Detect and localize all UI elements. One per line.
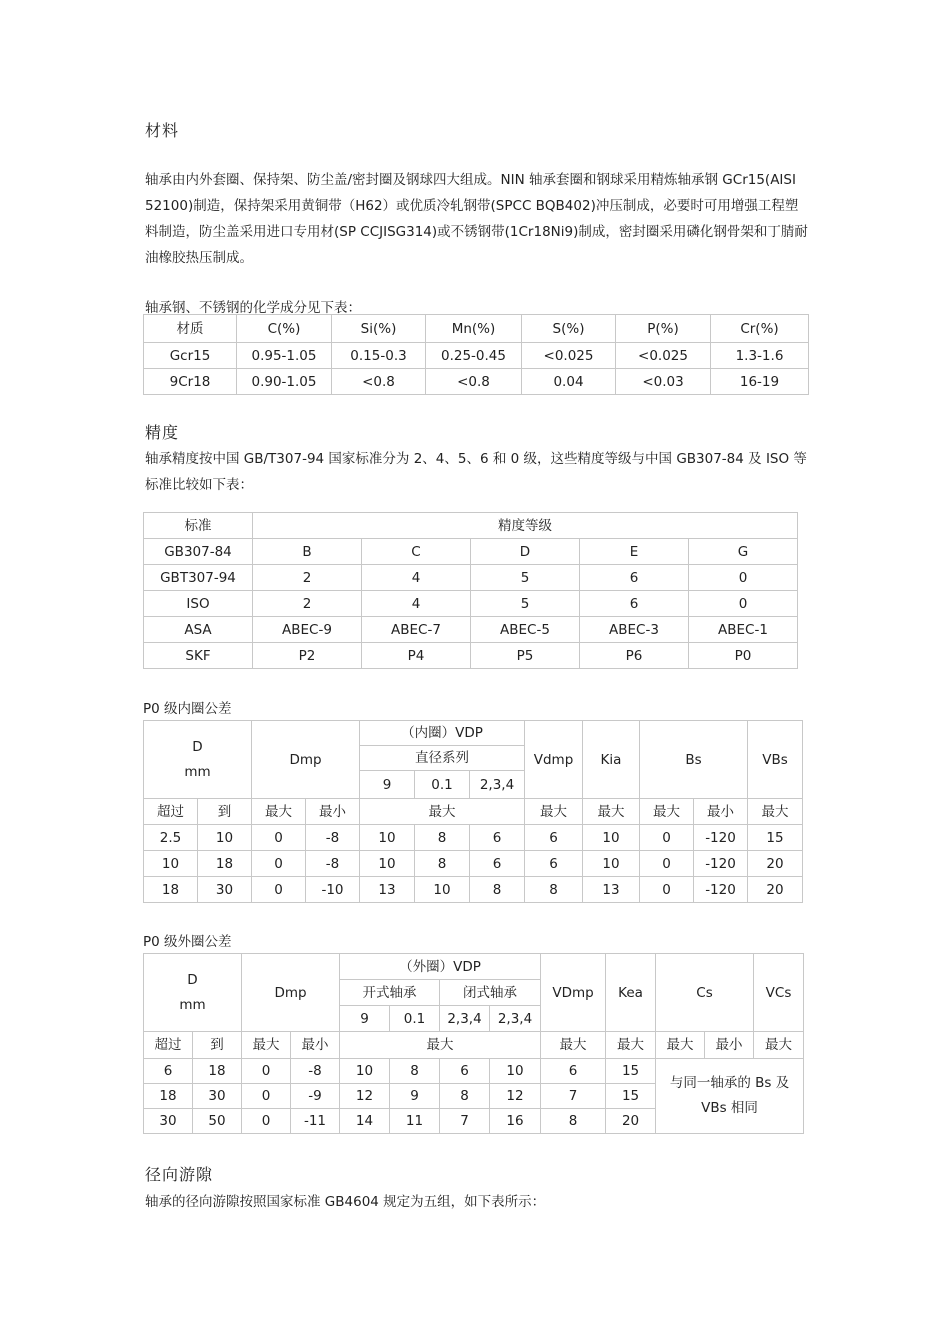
table-cell: 18 [193, 1059, 242, 1084]
header-cell: P(%) [616, 315, 711, 343]
header-cell: 最大 [340, 1032, 541, 1059]
table-cell: P4 [362, 643, 471, 669]
header-cell: Dmp [252, 721, 360, 799]
table-cell: <0.025 [522, 343, 616, 369]
table-cell: -8 [291, 1059, 340, 1084]
table-cell: 0 [252, 851, 306, 877]
table-cell: 18 [144, 877, 198, 903]
header-cell: 直径系列 [360, 746, 525, 771]
table-row [144, 539, 798, 565]
header-cell: 最小 [705, 1032, 754, 1059]
header-cell-d [144, 954, 242, 1032]
outer-ring-caption: P0 级外圈公差 [143, 934, 232, 950]
table-cell: 6 [525, 851, 583, 877]
table-cell: 4 [362, 565, 471, 591]
header-cell: Kia [583, 721, 640, 799]
table-cell: 16-19 [711, 369, 809, 395]
table-cell: -9 [291, 1084, 340, 1109]
table-cell: SKF [144, 643, 253, 669]
table-cell: ABEC-9 [253, 617, 362, 643]
header-cell: 9 [340, 1006, 390, 1032]
table-cell: -8 [306, 851, 360, 877]
header-cell: 超过 [144, 1032, 193, 1059]
table-cell: 15 [748, 825, 803, 851]
header-cell: 0.1 [415, 771, 470, 799]
header-cell: 开式轴承 [340, 980, 440, 1006]
header-cell: 0.1 [390, 1006, 440, 1032]
table-cell: 15 [606, 1084, 656, 1109]
header-cell: 最大 [583, 799, 640, 825]
table-cell: P2 [253, 643, 362, 669]
inner-ring-tolerance-table [143, 720, 803, 903]
table-cell: 18 [144, 1084, 193, 1109]
chem-table-caption: 轴承钢、不锈钢的化学成分见下表： [145, 300, 361, 316]
table-header-row [144, 315, 809, 343]
radial-clearance-paragraph: 轴承的径向游隙按照国家标准 GB4604 规定为五组，如下表所示： [145, 1194, 546, 1210]
table-cell: 10 [583, 825, 640, 851]
table-cell: 6 [525, 825, 583, 851]
table-cell: 6 [440, 1059, 490, 1084]
table-cell: 13 [360, 877, 415, 903]
inner-ring-caption: P0 级内圈公差 [143, 701, 232, 717]
table-cell: 9Cr18 [144, 369, 237, 395]
table-cell: 10 [360, 851, 415, 877]
table-cell: GBT307-94 [144, 565, 253, 591]
table-cell: GB307-84 [144, 539, 253, 565]
table-cell: 2.5 [144, 825, 198, 851]
section-title-precision: 精度 [145, 423, 180, 442]
table-cell: 0 [252, 877, 306, 903]
header-cell: 9 [360, 771, 415, 799]
header-cell: 最大 [748, 799, 803, 825]
table-cell: 8 [541, 1109, 606, 1134]
table-cell: 5 [471, 565, 580, 591]
table-cell: 6 [580, 591, 689, 617]
table-cell: 6 [470, 851, 525, 877]
table-cell: 0 [242, 1059, 291, 1084]
header-cell: 最大 [754, 1032, 804, 1059]
header-cell: 精度等级 [253, 513, 798, 539]
header-cell: Mn(%) [426, 315, 522, 343]
table-cell: 8 [390, 1059, 440, 1084]
header-cell: 2,3,4 [490, 1006, 541, 1032]
section-title-material: 材料 [145, 121, 180, 140]
table-cell: 5 [471, 591, 580, 617]
table-cell: 13 [583, 877, 640, 903]
table-header-row [144, 721, 803, 746]
table-row [144, 617, 798, 643]
table-cell: 10 [490, 1059, 541, 1084]
table-cell: 6 [470, 825, 525, 851]
table-cell: 0.95-1.05 [237, 343, 332, 369]
table-cell: -120 [694, 877, 748, 903]
table-cell: 10 [360, 825, 415, 851]
header-cell: 最小 [694, 799, 748, 825]
table-cell: 12 [490, 1084, 541, 1109]
table-row [144, 591, 798, 617]
table-cell: ASA [144, 617, 253, 643]
header-cell: 闭式轴承 [440, 980, 541, 1006]
table-cell: ABEC-1 [689, 617, 798, 643]
header-cell: 最大 [252, 799, 306, 825]
table-cell: 0.25-0.45 [426, 343, 522, 369]
outer-ring-tolerance-table [143, 953, 804, 1134]
table-cell: 12 [340, 1084, 390, 1109]
table-row [144, 343, 809, 369]
header-cell: Cr(%) [711, 315, 809, 343]
table-cell: 18 [198, 851, 252, 877]
mm-label: mm [179, 997, 206, 1013]
table-cell: D [471, 539, 580, 565]
header-cell: VCs [754, 954, 804, 1032]
precision-grade-table [143, 512, 798, 669]
table-cell: 0 [252, 825, 306, 851]
table-cell: 20 [748, 851, 803, 877]
header-cell: 到 [198, 799, 252, 825]
header-cell: 2,3,4 [470, 771, 525, 799]
header-cell: 最小 [306, 799, 360, 825]
table-cell: 0 [640, 851, 694, 877]
header-cell: Cs [656, 954, 754, 1032]
table-cell: 10 [583, 851, 640, 877]
material-paragraph: 轴承由内外套圈、保持架、防尘盖/密封圈及钢球四大组成。NIN 轴承套圈和钢球采用精炼轴承钢 GCr15(AISI 52100)制造，保持架采用黄铜带（H62）或优质冷轧钢带(SPCC BQB402)冲压制成，必要时可用增强工程塑料制造，防尘盖采用进口专用材(SP CCJISG314)或不锈钢带(1Cr18Ni9)制成，密封圈采用磷化钢骨架和丁腈耐油橡胶热压制成。 [145, 172, 808, 266]
chemical-composition-table [143, 314, 809, 395]
table-cell: 8 [440, 1084, 490, 1109]
section-title-radial-clearance: 径向游隙 [145, 1165, 214, 1184]
table-cell: 0 [689, 591, 798, 617]
table-row [144, 825, 803, 851]
d-label: D [192, 739, 203, 755]
header-cell: C(%) [237, 315, 332, 343]
header-cell: 最大 [360, 799, 525, 825]
header-cell: 标准 [144, 513, 253, 539]
table-cell: E [580, 539, 689, 565]
table-cell: P6 [580, 643, 689, 669]
table-cell: -10 [306, 877, 360, 903]
table-cell: G [689, 539, 798, 565]
header-cell: VDmp [541, 954, 606, 1032]
table-cell: 10 [144, 851, 198, 877]
table-cell: B [253, 539, 362, 565]
table-cell: 2 [253, 565, 362, 591]
table-cell: 10 [198, 825, 252, 851]
table-cell: -120 [694, 825, 748, 851]
header-cell: （外圈）VDP [340, 954, 541, 980]
table-cell: 10 [340, 1059, 390, 1084]
table-row [144, 369, 809, 395]
header-cell: 到 [193, 1032, 242, 1059]
table-cell: 7 [440, 1109, 490, 1134]
mm-label: mm [184, 764, 211, 780]
header-cell: Si(%) [332, 315, 426, 343]
header-cell: VBs [748, 721, 803, 799]
table-cell: -120 [694, 851, 748, 877]
header-cell: 最大 [656, 1032, 705, 1059]
table-cell: 30 [144, 1109, 193, 1134]
table-cell: 0 [640, 877, 694, 903]
table-cell: C [362, 539, 471, 565]
table-cell: 6 [541, 1059, 606, 1084]
precision-paragraph: 轴承精度按中国 GB/T307-94 国家标准分为 2、4、5、6 和 0 级，这些精度等级与中国 GB307-84 及 ISO 等标准比较如下表： [145, 451, 807, 493]
table-cell: ISO [144, 591, 253, 617]
table-header-row [144, 513, 798, 539]
table-cell: 8 [415, 825, 470, 851]
table-row [144, 851, 803, 877]
header-cell: Bs [640, 721, 748, 799]
table-cell: 0 [242, 1084, 291, 1109]
table-cell: 20 [606, 1109, 656, 1134]
table-cell: 0 [689, 565, 798, 591]
table-cell: 6 [144, 1059, 193, 1084]
table-subheader-row [144, 1032, 804, 1059]
table-cell: P5 [471, 643, 580, 669]
d-label: D [187, 972, 198, 988]
table-cell: 15 [606, 1059, 656, 1084]
header-cell: 最大 [606, 1032, 656, 1059]
table-cell: 30 [193, 1084, 242, 1109]
table-cell: <0.025 [616, 343, 711, 369]
header-cell: S(%) [522, 315, 616, 343]
table-cell: ABEC-7 [362, 617, 471, 643]
table-cell: 0 [242, 1109, 291, 1134]
header-cell: 最小 [291, 1032, 340, 1059]
table-cell: 8 [525, 877, 583, 903]
table-cell: 7 [541, 1084, 606, 1109]
table-cell: 6 [580, 565, 689, 591]
header-cell: Dmp [242, 954, 340, 1032]
table-cell: <0.8 [332, 369, 426, 395]
table-cell: 50 [193, 1109, 242, 1134]
header-cell: 材质 [144, 315, 237, 343]
table-row [144, 1059, 804, 1084]
table-cell: <0.8 [426, 369, 522, 395]
table-subheader-row [144, 799, 803, 825]
table-cell: Gcr15 [144, 343, 237, 369]
table-cell: 0.15-0.3 [332, 343, 426, 369]
table-cell: P0 [689, 643, 798, 669]
table-cell: 10 [415, 877, 470, 903]
table-cell: 16 [490, 1109, 541, 1134]
merged-note-cell: 与同一轴承的 Bs 及 VBs 相同 [656, 1059, 804, 1134]
table-cell: 0 [640, 825, 694, 851]
table-row [144, 643, 798, 669]
header-cell: 最大 [541, 1032, 606, 1059]
table-cell: 9 [390, 1084, 440, 1109]
table-cell: -8 [306, 825, 360, 851]
header-cell-d [144, 721, 252, 799]
header-cell: Kea [606, 954, 656, 1032]
header-cell: 2,3,4 [440, 1006, 490, 1032]
table-cell: ABEC-5 [471, 617, 580, 643]
header-cell: 最大 [640, 799, 694, 825]
table-header-row [144, 954, 804, 980]
header-cell: 最大 [242, 1032, 291, 1059]
header-cell: 超过 [144, 799, 198, 825]
table-cell: 30 [198, 877, 252, 903]
table-cell: <0.03 [616, 369, 711, 395]
header-cell: 最大 [525, 799, 583, 825]
table-cell: 11 [390, 1109, 440, 1134]
table-cell: -11 [291, 1109, 340, 1134]
table-cell: ABEC-3 [580, 617, 689, 643]
table-cell: 2 [253, 591, 362, 617]
table-row [144, 877, 803, 903]
table-cell: 8 [415, 851, 470, 877]
table-cell: 20 [748, 877, 803, 903]
header-cell: （内圈）VDP [360, 721, 525, 746]
table-cell: 1.3-1.6 [711, 343, 809, 369]
table-cell: 0.04 [522, 369, 616, 395]
table-cell: 4 [362, 591, 471, 617]
header-cell: Vdmp [525, 721, 583, 799]
table-cell: 8 [470, 877, 525, 903]
table-cell: 0.90-1.05 [237, 369, 332, 395]
table-cell: 14 [340, 1109, 390, 1134]
table-row [144, 565, 798, 591]
